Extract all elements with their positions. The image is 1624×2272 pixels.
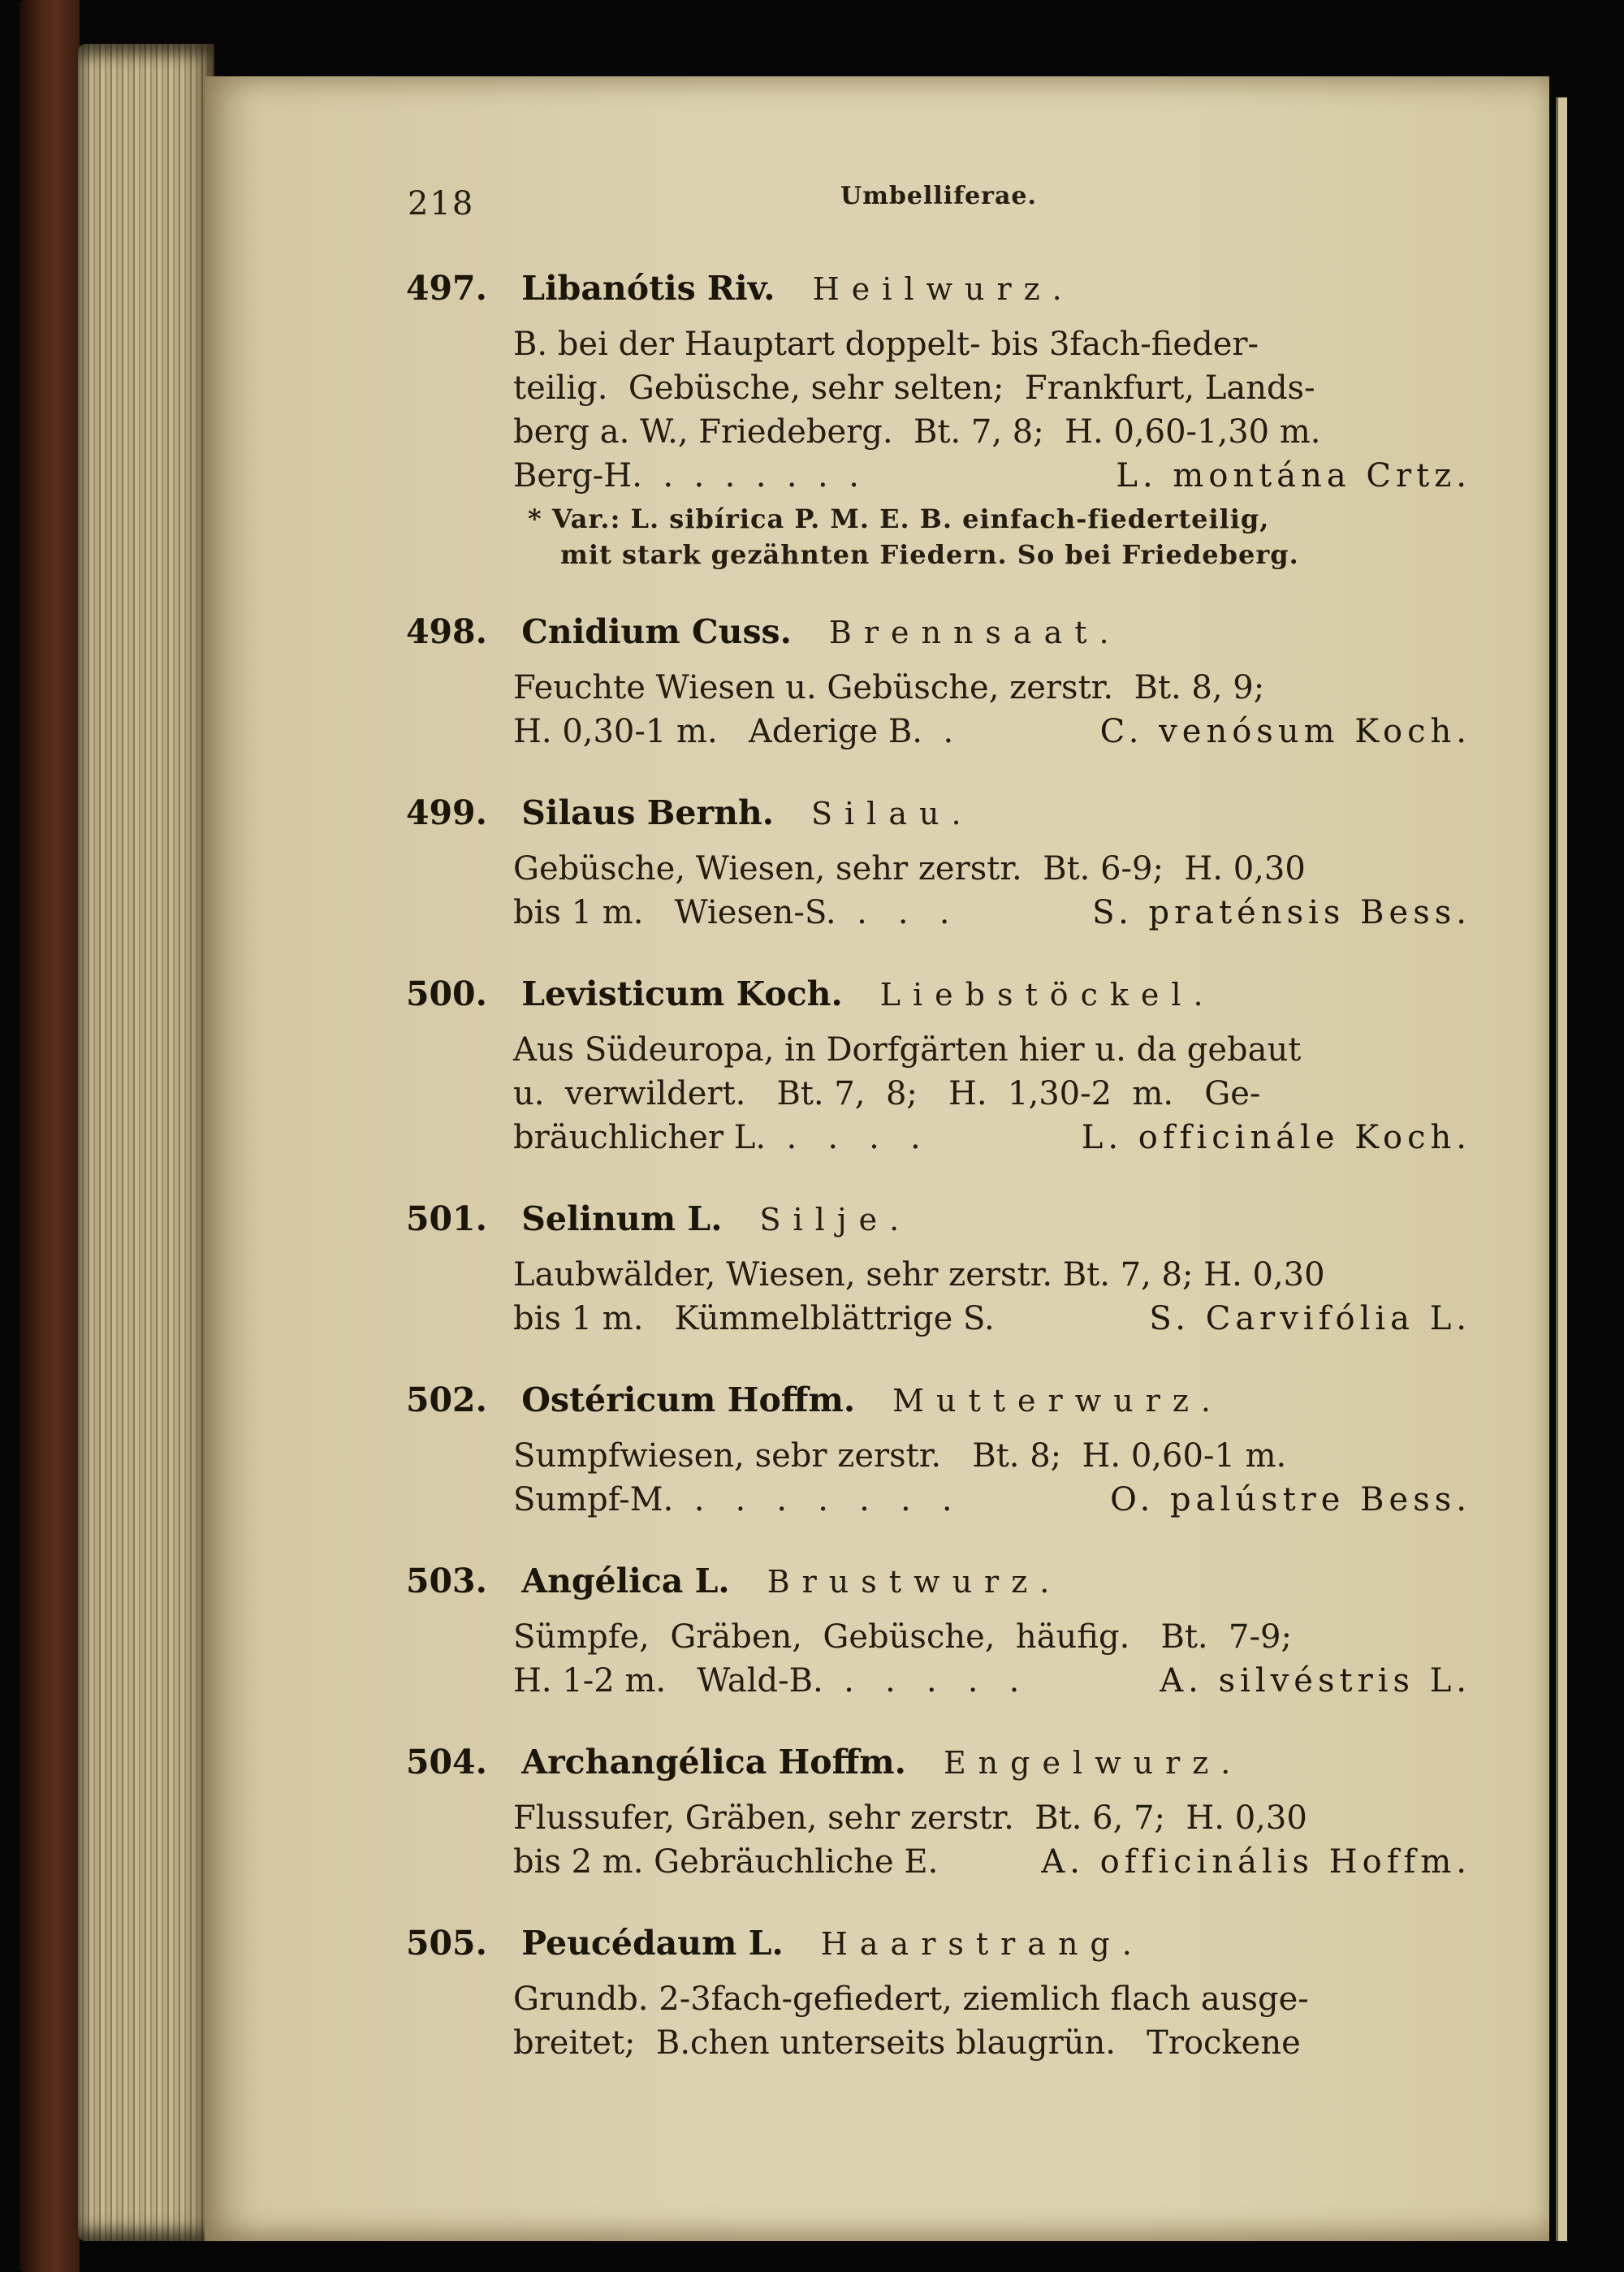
body-text: Sumpf-M. . . . . . . . — [513, 1481, 952, 1518]
species-entry — [406, 1559, 1471, 1703]
body-text: breitet; B.chen unterseits blaugrün. Trockene — [513, 2024, 1301, 2062]
entry-number: 499. — [406, 793, 487, 832]
entry-heading — [406, 266, 1471, 317]
page-number: 218 — [408, 185, 475, 222]
entry-body-line — [513, 322, 1471, 366]
entry-body-line — [513, 410, 1471, 454]
entry-body-line — [513, 1116, 1471, 1160]
running-head: Umbelliferae. — [840, 182, 1037, 210]
entry-number: 497. — [406, 269, 487, 308]
page-edge-stack — [78, 44, 214, 2241]
entry-heading — [406, 791, 1471, 842]
species-name: C. venósum Koch. — [1099, 713, 1471, 750]
species-name: L. montána Crtz. — [1116, 457, 1471, 495]
next-page-edge — [1556, 97, 1567, 2241]
species-entry — [406, 610, 1471, 754]
species-entry — [406, 1740, 1471, 1884]
entry-body-line — [513, 1977, 1471, 2021]
entry-body — [513, 1977, 1471, 2065]
entry-number: 501. — [406, 1199, 487, 1238]
entry-body — [513, 1796, 1471, 1884]
body-text: H. 1-2 m. Wald-B. . . . . . — [513, 1662, 1020, 1700]
entry-body — [513, 666, 1471, 754]
species-name: S. praténsis Bess. — [1092, 894, 1471, 931]
entry-body — [513, 1615, 1471, 1703]
entry-body-line — [513, 891, 1471, 935]
entry-body — [513, 1253, 1471, 1341]
entry-body-line — [513, 1659, 1471, 1703]
body-text: bräuchlicher L. . . . . — [513, 1119, 921, 1156]
species-name: A. silvéstris L. — [1160, 1662, 1471, 1700]
entry-number: 504. — [406, 1743, 487, 1782]
entry-common-name: Haarstrang. — [820, 1926, 1144, 1962]
body-text: bis 2 m. Gebräuchliche E. — [513, 1843, 939, 1881]
species-entry — [406, 972, 1471, 1160]
entry-heading — [406, 610, 1471, 661]
entry-number: 503. — [406, 1561, 487, 1600]
book-page — [205, 76, 1549, 2241]
entry-common-name: Silje. — [759, 1202, 912, 1238]
body-text: bis 1 m. Kümmelblättrige S. — [513, 1300, 995, 1337]
entry-latin-name: Libanótis Riv. — [510, 269, 775, 308]
body-text: Grundb. 2-3fach-gefiedert, ziemlich flach ausge- — [513, 1980, 1309, 2018]
entry-number: 502. — [406, 1380, 487, 1419]
page-header — [406, 180, 1471, 221]
entry-latin-name: Levisticum Koch. — [510, 974, 843, 1013]
entry-body-line — [513, 666, 1471, 710]
entry-common-name: Engelwurz. — [943, 1745, 1243, 1781]
species-entry — [406, 1378, 1471, 1522]
entry-body-line — [513, 1840, 1471, 1884]
species-name: A. officinális Hoffm. — [1041, 1843, 1471, 1881]
entry-body-line — [513, 847, 1471, 891]
entry-body-line — [513, 454, 1471, 498]
species-name: O. palústre Bess. — [1110, 1481, 1471, 1518]
entry-heading — [406, 1197, 1471, 1248]
entry-body-line — [513, 1297, 1471, 1341]
entry-common-name: Brennsaat. — [828, 615, 1121, 650]
note-line: mit stark gezähnten Fiedern. So bei Friedeberg. — [560, 539, 1299, 570]
book-cover — [19, 0, 80, 2272]
entry-body-line — [513, 1478, 1471, 1522]
species-entry — [406, 1921, 1471, 2065]
entry-body-line — [513, 1434, 1471, 1478]
entry-heading — [406, 972, 1471, 1023]
entry-number: 500. — [406, 974, 487, 1013]
entries — [406, 266, 1471, 2065]
entry-latin-name: Ostéricum Hoffm. — [510, 1380, 856, 1419]
entry-note — [513, 501, 1471, 572]
entry-latin-name: Angélica L. — [510, 1561, 730, 1600]
body-text: Aus Südeuropa, in Dorfgärten hier u. da gebaut — [513, 1031, 1302, 1069]
body-text: B. bei der Hauptart doppelt- bis 3fach-fieder- — [513, 326, 1259, 363]
entry-body-line — [513, 1796, 1471, 1840]
entry-body-line — [513, 1253, 1471, 1297]
note-line: * Var.: L. sibírica P. M. E. B. einfach-fiederteilig, — [528, 503, 1270, 534]
entry-heading — [406, 1921, 1471, 1972]
entry-latin-name: Archangélica Hoffm. — [510, 1743, 906, 1782]
entry-latin-name: Peucédaum L. — [510, 1924, 784, 1963]
entry-body — [513, 322, 1471, 572]
species-entry — [406, 266, 1471, 572]
entry-common-name: Silau. — [811, 796, 974, 831]
entry-body — [513, 847, 1471, 935]
entry-body — [513, 1028, 1471, 1160]
entry-latin-name: Silaus Bernh. — [510, 793, 774, 832]
page-content — [205, 76, 1549, 2241]
entry-body — [513, 1434, 1471, 1522]
body-text: Gebüsche, Wiesen, sehr zerstr. Bt. 6-9; H. 0,30 — [513, 850, 1306, 888]
body-text: Sümpfe, Gräben, Gebüsche, häufig. Bt. 7-9; — [513, 1618, 1292, 1656]
entry-latin-name: Selinum L. — [510, 1199, 723, 1238]
species-entry — [406, 1197, 1471, 1341]
body-text: Sumpfwiesen, sebr zerstr. Bt. 8; H. 0,60-1 m. — [513, 1437, 1287, 1475]
entry-body-line — [513, 2021, 1471, 2065]
entry-common-name: Heilwurz. — [812, 271, 1074, 307]
entry-latin-name: Cnidium Cuss. — [510, 612, 792, 651]
species-entry — [406, 791, 1471, 935]
entry-heading — [406, 1378, 1471, 1429]
entry-common-name: Brustwurz. — [767, 1564, 1062, 1600]
entry-body-line — [513, 1028, 1471, 1072]
entry-body-line — [513, 710, 1471, 754]
body-text: Flussufer, Gräben, sehr zerstr. Bt. 6, 7; H. 0,30 — [513, 1799, 1307, 1837]
entry-body-line — [513, 366, 1471, 410]
species-name: S. Carvifólia L. — [1149, 1300, 1471, 1337]
entry-number: 505. — [406, 1924, 487, 1963]
entry-heading — [406, 1740, 1471, 1791]
body-text: bis 1 m. Wiesen-S. . . . — [513, 894, 950, 931]
body-text: teilig. Gebüsche, sehr selten; Frankfurt, Lands- — [513, 369, 1315, 407]
body-text: Laubwälder, Wiesen, sehr zerstr. Bt. 7, 8; H. 0,30 — [513, 1256, 1325, 1294]
species-name: L. officinále Koch. — [1081, 1119, 1471, 1156]
entry-common-name: Mutterwurz. — [892, 1383, 1223, 1419]
entry-body-line — [513, 1072, 1471, 1116]
entry-heading — [406, 1559, 1471, 1610]
body-text: berg a. W., Friedeberg. Bt. 7, 8; H. 0,60-1,30 m. — [513, 413, 1321, 451]
entry-body-line — [513, 1615, 1471, 1659]
body-text: Berg-H. . . . . . . . — [513, 457, 859, 495]
body-text: u. verwildert. Bt. 7, 8; H. 1,30-2 m. Ge- — [513, 1075, 1261, 1112]
body-text: H. 0,30-1 m. Aderige B. . — [513, 713, 954, 750]
entry-number: 498. — [406, 612, 487, 651]
body-text: Feuchte Wiesen u. Gebüsche, zerstr. Bt. 8, 9; — [513, 669, 1265, 706]
entry-common-name: Liebstöckel. — [879, 977, 1216, 1013]
